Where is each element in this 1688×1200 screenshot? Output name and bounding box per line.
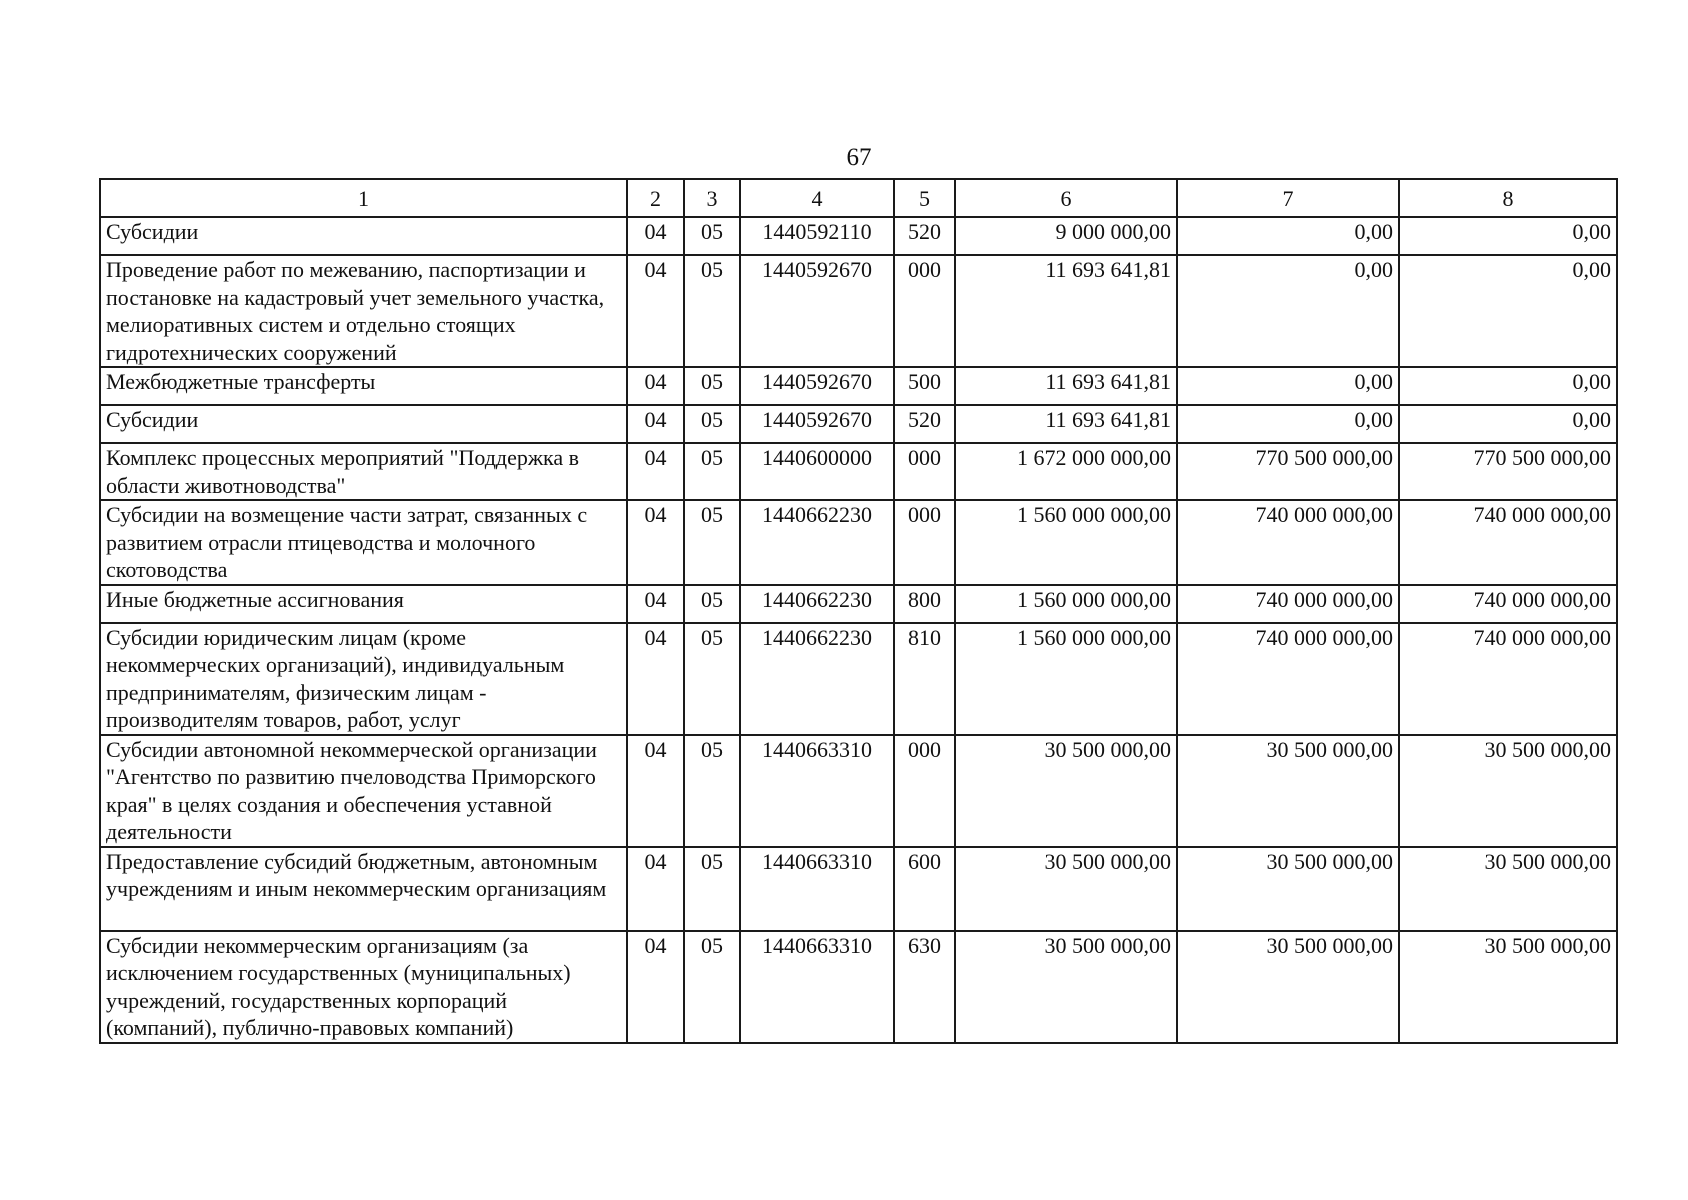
row-name: Предоставление субсидий бюджетным, автономным учреждениям и иным некоммерческим организациям (100, 847, 627, 931)
amount-col6: 30 500 000,00 (955, 931, 1177, 1043)
target-article-code: 1440662230 (740, 623, 894, 735)
table-row (100, 735, 1617, 847)
expense-type-code: 520 (894, 217, 955, 255)
expense-type-code: 520 (894, 405, 955, 443)
amount-col8: 0,00 (1399, 367, 1617, 405)
amount-col8: 0,00 (1399, 405, 1617, 443)
subsection-code: 05 (684, 405, 740, 443)
amount-col7: 0,00 (1177, 255, 1399, 367)
amount-col7: 0,00 (1177, 405, 1399, 443)
amount-col6: 9 000 000,00 (955, 217, 1177, 255)
row-name: Проведение работ по межеванию, паспортизации и постановке на кадастровый учет земельного участка, мелиоративных систем и отдельно стоящих гидротехнических сооружений (100, 255, 627, 367)
subsection-code: 05 (684, 931, 740, 1043)
amount-col6: 1 672 000 000,00 (955, 443, 1177, 500)
target-article-code: 1440600000 (740, 443, 894, 500)
row-name: Субсидии некоммерческим организациям (за исключением государственных (муниципальных) учреждений, государственных корпораций (компаний), публично-правовых компаний) (100, 931, 627, 1043)
amount-col6: 11 693 641,81 (955, 255, 1177, 367)
budget-table (99, 178, 1618, 1044)
target-article-code: 1440592670 (740, 405, 894, 443)
expense-type-code: 810 (894, 623, 955, 735)
section-code: 04 (627, 847, 684, 931)
amount-col7: 30 500 000,00 (1177, 931, 1399, 1043)
table-row (100, 443, 1617, 500)
amount-col8: 770 500 000,00 (1399, 443, 1617, 500)
table-row (100, 405, 1617, 443)
amount-col6: 1 560 000 000,00 (955, 623, 1177, 735)
table-row (100, 847, 1617, 931)
table-row (100, 500, 1617, 585)
amount-col6: 30 500 000,00 (955, 735, 1177, 847)
section-code: 04 (627, 585, 684, 623)
subsection-code: 05 (684, 847, 740, 931)
amount-col7: 0,00 (1177, 217, 1399, 255)
subsection-code: 05 (684, 443, 740, 500)
section-code: 04 (627, 735, 684, 847)
column-header: 7 (1177, 179, 1399, 217)
amount-col6: 1 560 000 000,00 (955, 585, 1177, 623)
expense-type-code: 800 (894, 585, 955, 623)
section-code: 04 (627, 367, 684, 405)
row-name: Субсидии (100, 217, 627, 255)
subsection-code: 05 (684, 623, 740, 735)
table-row (100, 255, 1617, 367)
row-name: Межбюджетные трансферты (100, 367, 627, 405)
target-article-code: 1440662230 (740, 585, 894, 623)
table-row (100, 585, 1617, 623)
amount-col8: 0,00 (1399, 217, 1617, 255)
section-code: 04 (627, 255, 684, 367)
subsection-code: 05 (684, 217, 740, 255)
target-article-code: 1440663310 (740, 931, 894, 1043)
subsection-code: 05 (684, 500, 740, 585)
column-header: 3 (684, 179, 740, 217)
expense-type-code: 500 (894, 367, 955, 405)
amount-col7: 30 500 000,00 (1177, 735, 1399, 847)
section-code: 04 (627, 931, 684, 1043)
column-header: 5 (894, 179, 955, 217)
expense-type-code: 630 (894, 931, 955, 1043)
section-code: 04 (627, 500, 684, 585)
column-header: 2 (627, 179, 684, 217)
section-code: 04 (627, 405, 684, 443)
row-name: Субсидии на возмещение части затрат, связанных с развитием отрасли птицеводства и молочного скотоводства (100, 500, 627, 585)
expense-type-code: 600 (894, 847, 955, 931)
section-code: 04 (627, 443, 684, 500)
column-header: 6 (955, 179, 1177, 217)
table-row (100, 931, 1617, 1043)
subsection-code: 05 (684, 255, 740, 367)
amount-col6: 30 500 000,00 (955, 847, 1177, 931)
amount-col7: 740 000 000,00 (1177, 500, 1399, 585)
target-article-code: 1440592670 (740, 255, 894, 367)
section-code: 04 (627, 217, 684, 255)
amount-col8: 740 000 000,00 (1399, 623, 1617, 735)
table-row (100, 623, 1617, 735)
column-header: 1 (100, 179, 627, 217)
subsection-code: 05 (684, 735, 740, 847)
column-header: 4 (740, 179, 894, 217)
expense-type-code: 000 (894, 443, 955, 500)
amount-col6: 1 560 000 000,00 (955, 500, 1177, 585)
row-name: Комплекс процессных мероприятий "Поддержка в области животноводства" (100, 443, 627, 500)
header-row (100, 179, 1617, 217)
expense-type-code: 000 (894, 735, 955, 847)
section-code: 04 (627, 623, 684, 735)
amount-col8: 30 500 000,00 (1399, 931, 1617, 1043)
amount-col8: 740 000 000,00 (1399, 500, 1617, 585)
amount-col6: 11 693 641,81 (955, 405, 1177, 443)
table-row (100, 367, 1617, 405)
amount-col8: 30 500 000,00 (1399, 847, 1617, 931)
target-article-code: 1440663310 (740, 735, 894, 847)
row-name: Субсидии автономной некоммерческой организации "Агентство по развитию пчеловодства Приморского края" в целях создания и обеспечения уставной деятельности (100, 735, 627, 847)
amount-col6: 11 693 641,81 (955, 367, 1177, 405)
column-header: 8 (1399, 179, 1617, 217)
page-number: 67 (846, 144, 872, 171)
amount-col7: 30 500 000,00 (1177, 847, 1399, 931)
row-name: Субсидии юридическим лицам (кроме некоммерческих организаций), индивидуальным предпринимателям, физическим лицам - производителям товаров, работ, услуг (100, 623, 627, 735)
target-article-code: 1440662230 (740, 500, 894, 585)
amount-col8: 30 500 000,00 (1399, 735, 1617, 847)
row-name: Иные бюджетные ассигнования (100, 585, 627, 623)
expense-type-code: 000 (894, 255, 955, 367)
amount-col7: 740 000 000,00 (1177, 623, 1399, 735)
amount-col7: 740 000 000,00 (1177, 585, 1399, 623)
target-article-code: 1440663310 (740, 847, 894, 931)
amount-col7: 770 500 000,00 (1177, 443, 1399, 500)
amount-col8: 740 000 000,00 (1399, 585, 1617, 623)
target-article-code: 1440592110 (740, 217, 894, 255)
amount-col7: 0,00 (1177, 367, 1399, 405)
target-article-code: 1440592670 (740, 367, 894, 405)
row-name: Субсидии (100, 405, 627, 443)
amount-col8: 0,00 (1399, 255, 1617, 367)
subsection-code: 05 (684, 367, 740, 405)
table-row (100, 217, 1617, 255)
subsection-code: 05 (684, 585, 740, 623)
expense-type-code: 000 (894, 500, 955, 585)
